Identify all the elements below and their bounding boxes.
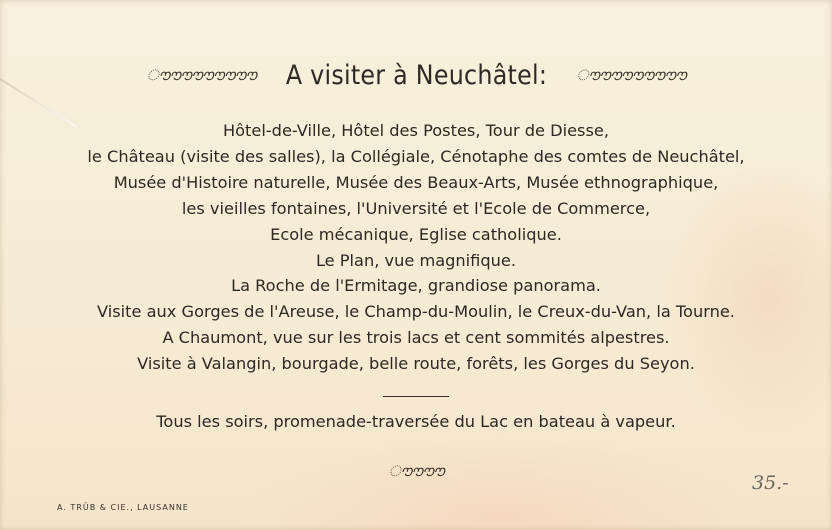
list-item: Visite aux Gorges de l'Areuse, le Champ-du-Moulin, le Creux-du-Van, la Tourne. [97,302,735,322]
list-item: A Chaumont, vue sur les trois lacs et cent sommités alpestres. [162,328,670,348]
list-item: Hôtel-de-Ville, Hôtel des Postes, Tour de Diesse, [222,121,610,140]
attractions-list [0,118,832,377]
list-item: les vieilles fontaines, l'Université et l'Ecole de Commerce, [181,198,651,218]
printer-credit: A. TRÜB & CIE., LAUSANNE [57,503,189,512]
scroll-ornament-icon: ൗൗൗൗ [388,462,444,480]
list-item: le Château (visite des salles), la Collégiale, Cénotaphe des comtes de Neuchâtel, [87,146,745,166]
list-item: Le Plan, vue magnifique. [315,250,517,270]
page-title: A visiter à Neuchâtel: [285,59,547,91]
divider [383,396,449,397]
list-item: Ecole mécanique, Eglise catholique. [270,224,562,244]
handwritten-price: 35.- [752,472,789,494]
bottom-ornament [0,461,832,480]
scroll-ornament-icon: ൗൗൗൗൗൗൗൗൗ [576,66,686,84]
list-item: Visite à Valangin, bourgade, belle route, forêts, les Gorges du Seyon. [137,354,695,374]
scroll-ornament-icon: ൗൗൗൗൗൗൗൗൗ [146,66,256,84]
evening-note: Tous les soirs, promenade-traversée du Lac en bateau à vapeur. [156,412,676,431]
list-item: Musée d'Histoire naturelle, Musée des Beaux-Arts, Musée ethnographique, [113,172,719,192]
title-row [0,55,832,95]
list-item: La Roche de l'Ermitage, grandiose panorama. [231,276,601,296]
